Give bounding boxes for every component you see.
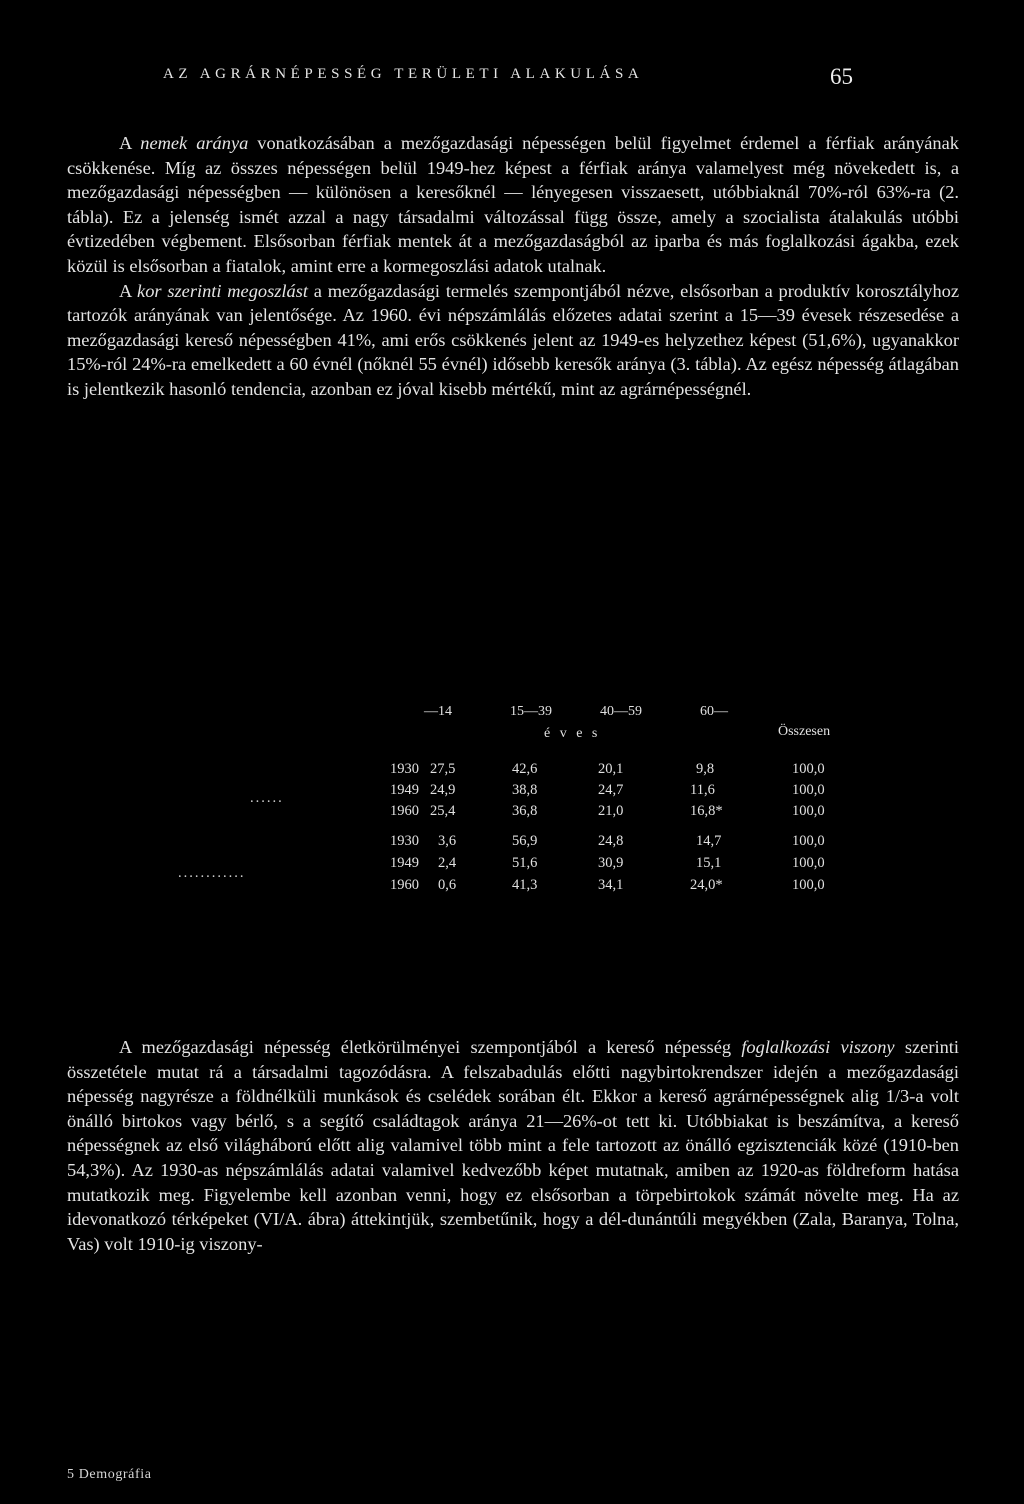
table-cell: 11,6 (690, 782, 715, 798)
table-cell: 9,8 (696, 761, 715, 777)
column-header: 60— (700, 704, 728, 719)
table-cell: 51,6 (512, 855, 538, 871)
table-cell: 100,0 (792, 855, 825, 871)
table-cell: 2,4 (438, 855, 457, 871)
text-run: vonatkozásában a mezőgazdasági népességen belül figyelmet érdemel a férfiak arányának csökkenése. Míg az összes népességen belül 1949-hez képest a férfiak aránya valamelyest még növekedett is, a mezőgazdasági népességben — különösen a keresőknél — lényegesen visszaesett, utóbbiaknál 70%-ról 63%-ra (2. tábla). Ez a jelenség ismét azzal a nagy társadalmi változással függ össze, amely a szocialista átalakulás utóbbi évtizedében végbement. Elsősorban férfiak mentek át a mezőgazdaságból az iparba és más foglalkozási ágakba, ezek közül is elsősorban a fiatalok, amint erre a kormegoszlási adatok utalnak. (67, 133, 959, 276)
text-run: a mezőgazdasági termelés szempontjából nézve, elsősorban a produktív korosztályhoz tartozók arányának van jelentősége. Az 1960. évi népszámlálás előzetes adatai szerint a 15—39 évesek részesedése a mezőgazdasági kereső népességben 41%, ami erős csökkenés jelent az 1949-es helyzethez képest (51,6%), ugyanakkor 15%-ról 24%-ra emelkedett a 60 évnél (nőknél 55 évnél) idősebb keresők aránya (3. tábla). Az egész népesség átlagában is jelentkezik hasonló tendencia, azonban ez jóval kisebb mértékű, mint az agrárnépességnél. (67, 280, 959, 399)
age-table (160, 700, 880, 900)
table-cell-year: 1949 (390, 782, 419, 798)
emphasis: kor szerinti megoszlást (137, 280, 308, 301)
table-cell: 25,4 (430, 803, 456, 819)
table-cell: 100,0 (792, 761, 825, 777)
running-title: AZ AGRÁRNÉPESSÉG TERÜLETI ALAKULÁSA (163, 66, 644, 82)
body-text-bottom (67, 1035, 959, 1256)
table-cell: 100,0 (792, 782, 825, 798)
body-text-top (67, 131, 959, 402)
table-cell: 100,0 (792, 803, 825, 819)
table-cell: 24,0* (690, 877, 723, 893)
row-leader: ...... (250, 790, 284, 806)
page-number: 65 (830, 64, 853, 89)
table-cell: 27,5 (430, 761, 456, 777)
table-cell: 34,1 (598, 877, 624, 893)
table-cell: 30,9 (598, 855, 624, 871)
paragraph-employment-status (67, 1035, 959, 1256)
emphasis: nemek aránya (140, 133, 249, 153)
table-cell: 3,6 (438, 833, 457, 849)
paragraph-sex-ratio (67, 131, 959, 279)
table-cell: 24,7 (598, 782, 624, 798)
table-cell: 100,0 (792, 833, 825, 849)
column-header: —14 (424, 704, 452, 719)
table-cell: 38,8 (512, 782, 538, 798)
table-cell: 100,0 (792, 877, 825, 893)
table-cell-year: 1930 (390, 761, 419, 777)
column-header: 15—39 (510, 704, 552, 719)
column-header: 40—59 (600, 704, 642, 719)
table-cell-year: 1930 (390, 833, 419, 849)
table-cell-year: 1949 (390, 855, 419, 871)
table-cell-year: 1960 (390, 877, 419, 893)
paragraph-age-distribution (67, 279, 959, 402)
table-cell: 24,9 (430, 782, 456, 798)
row-leader: ............ (178, 865, 246, 881)
table-cell: 41,3 (512, 877, 538, 893)
table-cell: 16,8* (690, 803, 723, 819)
text-run: szerinti összetétele mutat rá a társadalmi tagozódásra. A felszabadulás előtti nagybirtokrendszer idején a mezőgazdasági népesség nagyrésze a földnélküli munkások és cselédek sorában élt. Ekkor a kereső agrárnépességnek alig 1/3-a volt önálló birtokos vagy bérlő, s a segítő családtagok aránya 21—26%-ot tett ki. Utóbbiakat is beszámítva, a kereső népességnek az első világháború előtt alig valamivel több mint a fele tartozott az önálló egzisztenciák közé (1910-ben 54,3%). Az 1930-as népszámlálás adatai valamivel kedvezőbb képet mutatnak, amiben az 1920-as földreform hatása mutatkozik meg. Figyelembe kell azonban venni, hogy ez elsősorban a törpebirtokok számát növelte meg. Ha az idevonatkozó térképeket (VI/A. ábra) áttekintjük, szembetűnik, hogy a dél-dunántúli megyékben (Zala, Baranya, Tolna, Vas) volt 1910-ig viszony- (67, 1037, 959, 1254)
table-cell: 42,6 (512, 761, 538, 777)
column-header: Összesen (778, 724, 831, 739)
table-cell-year: 1960 (390, 803, 419, 819)
table-cell: 0,6 (438, 877, 457, 893)
table-cell: 24,8 (598, 833, 624, 849)
table-cell: 21,0 (598, 803, 624, 819)
text-run: A (119, 280, 138, 301)
column-subheader: é v e s (544, 726, 601, 741)
table-cell: 20,1 (598, 761, 624, 777)
table-cell: 15,1 (696, 855, 722, 871)
printer-signature: 5 Demográfia (67, 1467, 152, 1482)
table-cell: 14,7 (696, 833, 722, 849)
text-run: A mezőgazdasági népesség életkörülményei szempontjából a kereső népesség (119, 1037, 742, 1057)
text-run: A (119, 133, 141, 153)
emphasis: foglalkozási viszony (741, 1037, 895, 1057)
table-cell: 56,9 (512, 833, 538, 849)
table-cell: 36,8 (512, 803, 538, 819)
